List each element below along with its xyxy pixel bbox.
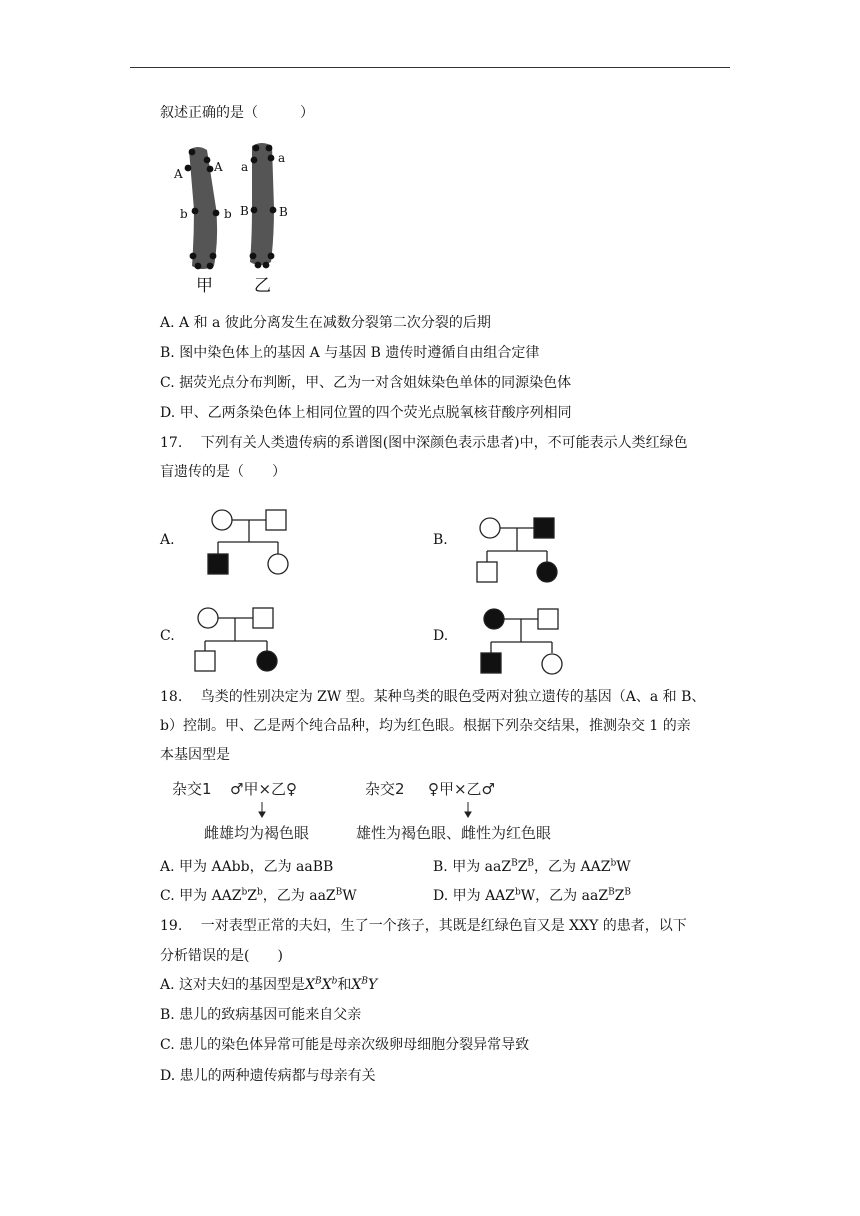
cross2-title: 杂交2: [365, 780, 405, 798]
q16-option-c: C. 据荧光点分布判断，甲、乙为一对含姐妹染色单体的同源染色体: [160, 375, 572, 391]
chromosome-jia: [189, 147, 217, 269]
q16-stem: 叙述正确的是（ ）: [160, 105, 314, 121]
cross1-result: 雌雄均为褐色眼: [204, 824, 310, 842]
pedigree-a: [205, 508, 305, 578]
cross-arrows: [250, 801, 550, 821]
q18-option-d: D. 甲为 AAZ$^b$W，乙为 $aaZ^BZ^B$: [433, 887, 632, 904]
q19-option-c: C. 患儿的染色体异常可能是母亲次级卵母细胞分裂异常导致: [160, 1037, 530, 1053]
q16-option-d: D. 甲、乙两条染色体上相同位置的四个荧光点脱氧核苷酸序列相同: [160, 405, 572, 421]
label-a-right: a: [278, 151, 286, 165]
label-A-left: A: [174, 167, 183, 181]
cross1-title: 杂交1: [172, 780, 212, 798]
q17-stem-line1: 17. 下列有关人类遗传病的系谱图(图中深颜色表示患者)中，不可能表示人类红绿色: [160, 435, 688, 451]
pedigree-c: [193, 603, 293, 678]
q16-option-b: B. 图中染色体上的基因 A 与基因 B 遗传时遵循自由组合定律: [160, 345, 540, 361]
q19-option-a: A. 这对夫妇的基因型是$X^BX^b$和$X^BY$: [160, 976, 378, 993]
q18-stem-line1: 18. 鸟类的性别决定为 ZW 型。某种鸟类的眼色受两对独立遗传的基因（A、a 和 B、: [160, 689, 706, 705]
q19-stem-line1: 19. 一对表型正常的夫妇，生了一个孩子，其既是红绿色盲又是 XXY 的患者，以下: [160, 918, 687, 934]
pedigree-d: [480, 605, 580, 680]
label-jia: 甲: [196, 276, 213, 296]
q18-stem-line2: b）控制。甲、乙是两个纯合品种，均为红色眼。根据下列杂交结果，推测杂交 1 的亲: [160, 718, 691, 734]
cross2-parents: ♀甲×乙♂: [428, 780, 496, 798]
label-b-left: b: [180, 207, 188, 221]
label-B-left: B: [240, 204, 249, 218]
q18-option-c: C. 甲为 $AAZ^bZ^b$，乙为 aaZ$^B$W: [160, 887, 357, 904]
q19-stem-line2: 分析错误的是( ): [160, 948, 283, 964]
q18-option-b: B. 甲为 $aaZ^BZ^B$，乙为 AAZ$^b$W: [433, 858, 631, 875]
label-yi: 乙: [254, 276, 271, 296]
chromosome-figure: [170, 138, 310, 296]
pedigree-b: [476, 514, 576, 589]
q19-option-b: B. 患儿的致病基因可能来自父亲: [160, 1007, 362, 1023]
q17-stem-line2: 盲遗传的是（ ）: [160, 464, 286, 480]
q18-stem-line3: 本基因型是: [160, 747, 230, 763]
q16-option-a: A. A 和 a 彼此分离发生在减数分裂第二次分裂的后期: [160, 315, 491, 331]
label-a-left: a: [241, 160, 249, 174]
q17-label-b: B.: [433, 532, 448, 548]
label-B-right: B: [279, 205, 288, 219]
q17-label-d: D.: [433, 628, 449, 644]
cross1-parents: ♂甲×乙♀: [230, 780, 298, 798]
q17-label-a: A.: [160, 532, 175, 548]
q18-option-a: A. 甲为 AAbb，乙为 aaBB: [160, 859, 334, 875]
label-b-right: b: [224, 207, 232, 221]
q17-label-c: C.: [160, 628, 175, 644]
cross2-result: 雄性为褐色眼、雌性为红色眼: [356, 824, 552, 842]
header-rule: [130, 67, 730, 68]
q19-option-d: D. 患儿的两种遗传病都与母亲有关: [160, 1068, 376, 1084]
label-A-right: A: [214, 160, 223, 174]
